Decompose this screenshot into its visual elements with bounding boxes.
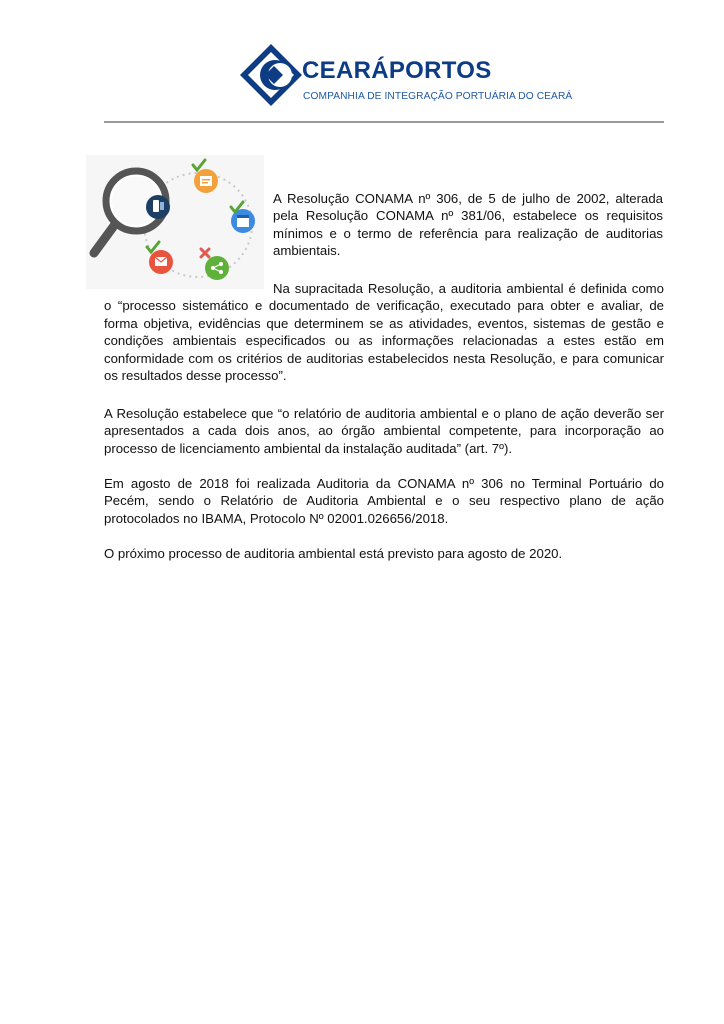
paragraph: A Resolução CONAMA nº 306, de 5 de julho de 2002, alterada pela Resolução CONAMA nº 381/06, estabelece os requisitos mínimos e o termo de referência para realização de auditorias ambientais. (273, 191, 663, 259)
paragraph: Na supracitada Resolução, a auditoria ambiental é definida como o “processo sistemático e documentado de verificação, executado para obter e avaliar, de forma objetiva, evidências que determinem se as atividades, eventos, sistemas de gestão e condições ambientais especificados ou as informações relacionadas a estes estão em conformidade com os critérios de auditorias estabelecidos nesta Resolução, e para comunicar os resultados desse processo”. (104, 281, 664, 384)
logo-company-subtitle: COMPANHIA DE INTEGRAÇÃO PORTUÁRIA DO CEARÁ (303, 91, 573, 102)
phone-icon (146, 195, 170, 219)
document-icon (194, 169, 218, 193)
email-icon (149, 250, 173, 274)
paragraph: A Resolução estabelece que “o relatório de auditoria ambiental e o plano de ação deverão ser apresentados a cada dois anos, ao órgão ambiental competente, para incorporação ao processo de licenciamento ambiental da instalação auditada” (art. 7º). (104, 406, 664, 456)
paragraph: O próximo processo de auditoria ambiental está previsto para agosto de 2020. (104, 546, 563, 561)
paragraph: Em agosto de 2018 foi realizada Auditoria da CONAMA nº 306 no Terminal Portuário do Pecém, sendo o Relatório de Auditoria Ambiental e o seu respectivo plano de ação protocolados no IBAMA, Protocolo Nº 02001.026656/2018. (104, 476, 664, 526)
logo-company-name: CEARÁPORTOS (302, 57, 492, 84)
header-divider (104, 121, 664, 123)
cearaportos-diamond-icon (240, 44, 302, 106)
audit-illustration (86, 155, 264, 289)
share-icon (205, 256, 229, 280)
